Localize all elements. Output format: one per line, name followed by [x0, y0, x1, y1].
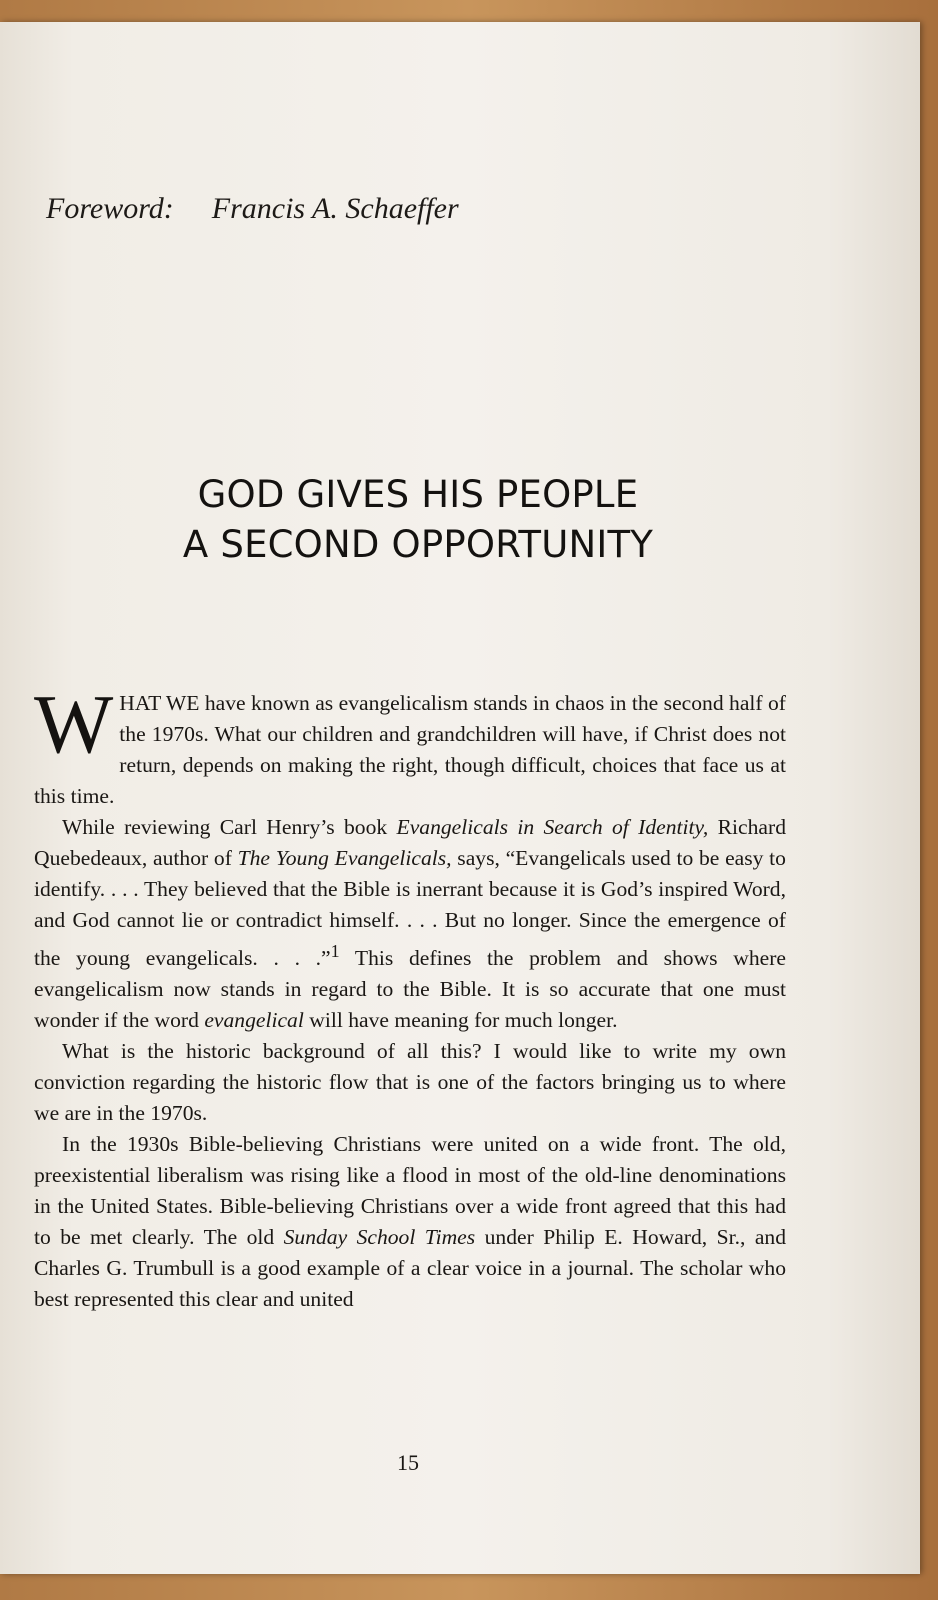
book-title-young-evangelicals: The Young Evangelicals, — [237, 846, 452, 870]
drop-cap: W — [34, 678, 114, 771]
book-title-evangelicals: Evangelicals in Search of Identity, — [396, 815, 709, 839]
paragraph-4-text-a: In the 1930s Bible-believing Christians were united on a wide front. The old, preexistential liberalism was rising like a flood in most of the old-line denominations in the United States. Bible-believing Christians over a wide front agreed that this had to be met clearly. The old — [34, 1132, 786, 1250]
paragraph-3: What is the historic background of all this? I would like to write my own conviction regarding the historic flow that is one of the factors bringing us to where we are in the 1970s. — [34, 1039, 786, 1126]
foreword-label: Foreword: — [46, 192, 174, 225]
paragraph-1-text: HAT WE have known as evangelicalism stands in chaos in the second half of the 1970s. What our children and grandchildren will have, if Christ does not return, depends on making the right, though difficult, choices that face us at this time. — [34, 691, 786, 808]
paragraph-4-text-b: under Philip E. Howard, Sr., and Charles G. Trumbull is a good example of a clear voice in a journal. The scholar who best represented this clear and united — [34, 1225, 787, 1312]
italic-word-evangelical: evangelical — [204, 1008, 304, 1033]
foreword-author: Francis A. Schaeffer — [211, 192, 459, 225]
paragraph-2-text-d: This defines the problem and shows where evangelicalism now stands in regard to the Bible. It is so accurate that one must wonder if the word — [34, 946, 786, 1033]
paragraph-2-text-a: While reviewing Carl Henry’s book — [62, 815, 397, 839]
paragraph-2-text-b: Richard Quebedeaux, author of — [34, 815, 787, 870]
book-page — [0, 22, 920, 1574]
chapter-title-line-2: A SECOND OPPORTUNITY — [182, 523, 654, 566]
paragraph-4 — [34, 1129, 786, 1315]
footnote-marker: 1 — [330, 941, 340, 961]
journal-title: Sunday School Times — [283, 1225, 476, 1250]
paragraph-1 — [34, 678, 786, 812]
chapter-title-line-1: GOD GIVES HIS PEOPLE — [197, 473, 639, 516]
body-text — [34, 678, 787, 1315]
chapter-title — [0, 470, 836, 570]
paragraph-2-quote: says, “Evangelicals used to be easy to identify. . . . They believed that the Bible is inerrant because it is God’s inspired Word, and God cannot lie or contradict himself. . . . But no longer. Since the emergence of the young evangelicals. . . .” — [34, 846, 786, 971]
paragraph-2 — [34, 812, 786, 1036]
foreword-heading — [46, 192, 459, 226]
paragraph-2-text-e: will have meaning for much longer. — [303, 1008, 618, 1033]
page-number: 15 — [397, 1450, 419, 1475]
